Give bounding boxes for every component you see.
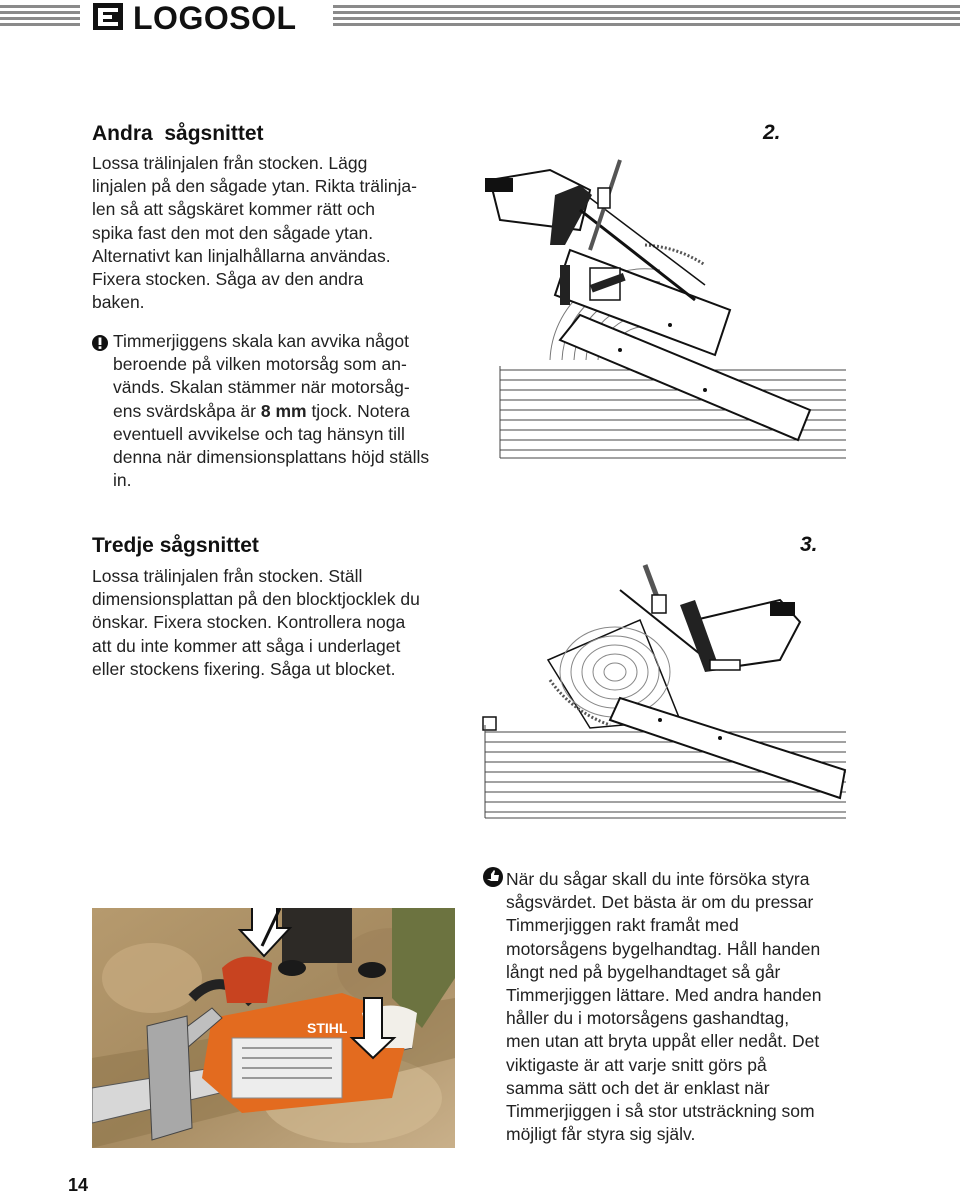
logo-icon (92, 2, 126, 32)
text-line: sågsvärdet. Det bästa är om du pressar (506, 892, 814, 913)
text-line: håller du i motorsågens gashandtag, (506, 1008, 790, 1029)
figure-number-2: 2. (763, 121, 781, 144)
text-line: Lossa trälinjalen från stocken. Ställ (92, 566, 363, 586)
text-line: eller stockens fixering. Såga ut blocket. (92, 658, 396, 679)
thumbs-up-icon (482, 866, 504, 888)
text-line: dimensionsplattan på den blocktjocklek du (92, 589, 420, 610)
text-line: vänds. Skalan stämmer när motorsåg- (113, 377, 410, 398)
figure-2-illustration (480, 150, 850, 465)
bold-value: 8 mm (260, 400, 307, 421)
section3-title: Tredje sågsnittet (92, 534, 259, 557)
section2-paragraph (92, 152, 472, 314)
text-line (113, 400, 473, 423)
text-line: Alternativt kan linjalhållarna användas. (92, 245, 391, 266)
logo-text: LOGOSOL (133, 0, 297, 36)
section3-paragraph (92, 565, 472, 681)
text-line: långt ned på bygelhandtaget så går (506, 961, 781, 982)
text-line: Timmerjiggen lättare. Med andra handen (506, 985, 822, 1006)
chainsaw-photo (92, 908, 455, 1148)
text-line: spika fast den mot den sågade ytan. (92, 222, 374, 243)
text-line: Fixera stocken. Såga av den andra (92, 269, 364, 290)
text-line: När du sågar skall du inte försöka styra (506, 869, 810, 889)
text-line: linjalen på den sågade ytan. Rikta trälinja- (92, 176, 417, 197)
text-fragment: tjock. Notera (306, 400, 410, 421)
text-line: motorsågens bygelhandtag. Håll handen (506, 938, 821, 959)
text-line: att du inte kommer att såga i underlaget (92, 635, 401, 656)
text-line: len så att sågskäret kommer rätt och (92, 199, 376, 220)
text-line: baken. (92, 292, 145, 313)
section2-title: Andra sågsnittet (92, 122, 264, 145)
text-line: Timmerjiggen i så stor utsträckning som (506, 1101, 815, 1122)
text-line: denna när dimensionsplattans höjd ställs (113, 447, 430, 468)
text-line: in. (113, 470, 132, 491)
saw-brand-label: STIHL (307, 1020, 348, 1036)
figure-number-3: 3. (800, 533, 818, 556)
text-line: viktigaste är att varje snitt görs på (506, 1054, 767, 1075)
text-line: önskar. Fixera stocken. Kontrollera noga (92, 612, 406, 633)
text-line: Timmerjiggens skala kan avvika något (113, 331, 410, 351)
text-line: eventuell avvikelse och tag hänsyn till (113, 423, 405, 444)
warning-note (113, 330, 473, 492)
tip-paragraph (506, 868, 866, 1146)
text-line: men utan att bryta uppåt eller nedåt. Det (506, 1031, 820, 1052)
text-line: Lossa trälinjalen från stocken. Lägg (92, 153, 368, 173)
text-fragment: ens svärdskåpa är (113, 400, 261, 421)
figure-3-illustration (480, 560, 850, 822)
text-line: samma sätt och det är enklast när (506, 1077, 770, 1098)
text-line: beroende på vilken motorsåg som an- (113, 354, 407, 375)
page-number: 14 (68, 1175, 89, 1195)
warning-icon (91, 334, 109, 352)
text-line: Timmerjiggen rakt framåt med (506, 915, 739, 936)
text-line: möjligt får styra sig själv. (506, 1124, 696, 1145)
